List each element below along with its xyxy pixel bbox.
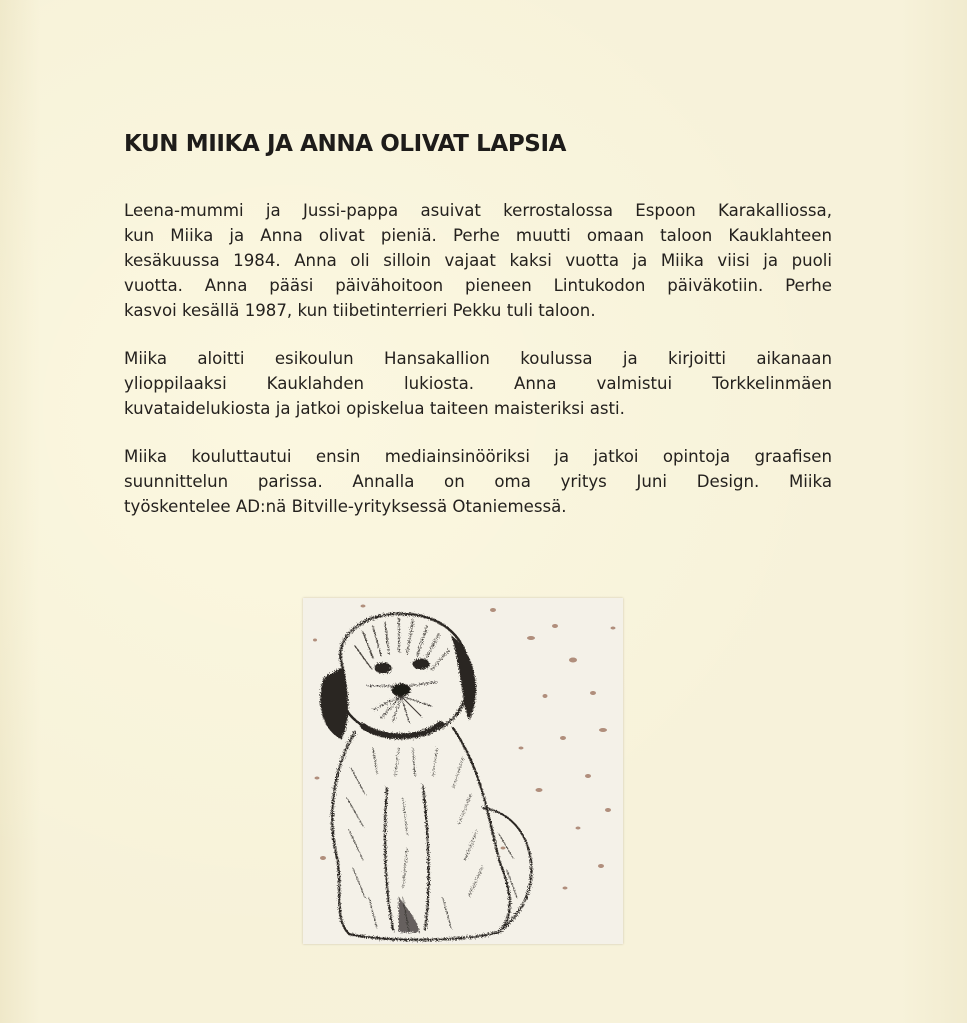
paragraph-line: kasvoi kesällä 1987, kun tiibetinterrieri Pekku tuli taloon.: [124, 301, 596, 320]
paragraph-2: [124, 346, 832, 421]
dog-etching-illustration: [303, 598, 623, 944]
paragraph-3: [124, 444, 832, 519]
paragraph-1: [124, 198, 832, 323]
paragraph-line: Miika aloitti esikoulun Hansakallion koulussa ja kirjoitti aikanaan: [124, 349, 832, 368]
paragraph-line: kun Miika ja Anna olivat pieniä. Perhe muutti omaan taloon Kauklahteen: [124, 226, 832, 245]
paragraph-line: Leena-mummi ja Jussi-pappa asuivat kerrostalossa Espoon Karakalliossa,: [124, 201, 832, 220]
paragraph-line: suunnittelun parissa. Annalla on oma yritys Juni Design. Miika: [124, 472, 832, 491]
paragraph-line: ylioppilaaksi Kauklahden lukiosta. Anna valmistui Torkkelinmäen: [124, 374, 832, 393]
page-title: KUN MIIKA JA ANNA OLIVAT LAPSIA: [124, 131, 567, 157]
paragraph-line: kesäkuussa 1984. Anna oli silloin vajaat kaksi vuotta ja Miika viisi ja puoli: [124, 251, 832, 270]
paragraph-line: vuotta. Anna pääsi päivähoitoon pieneen Lintukodon päiväkotiin. Perhe: [124, 276, 832, 295]
paragraph-line: työskentelee AD:nä Bitville-yrityksessä Otaniemessä.: [124, 497, 567, 516]
tibetan-terrier-drawing-icon: [303, 598, 623, 944]
paragraph-line: Miika kouluttautui ensin mediainsinööriksi ja jatkoi opintoja graafisen: [124, 447, 832, 466]
paragraph-line: kuvataidelukiosta ja jatkoi opiskelua taiteen maisteriksi asti.: [124, 399, 625, 418]
